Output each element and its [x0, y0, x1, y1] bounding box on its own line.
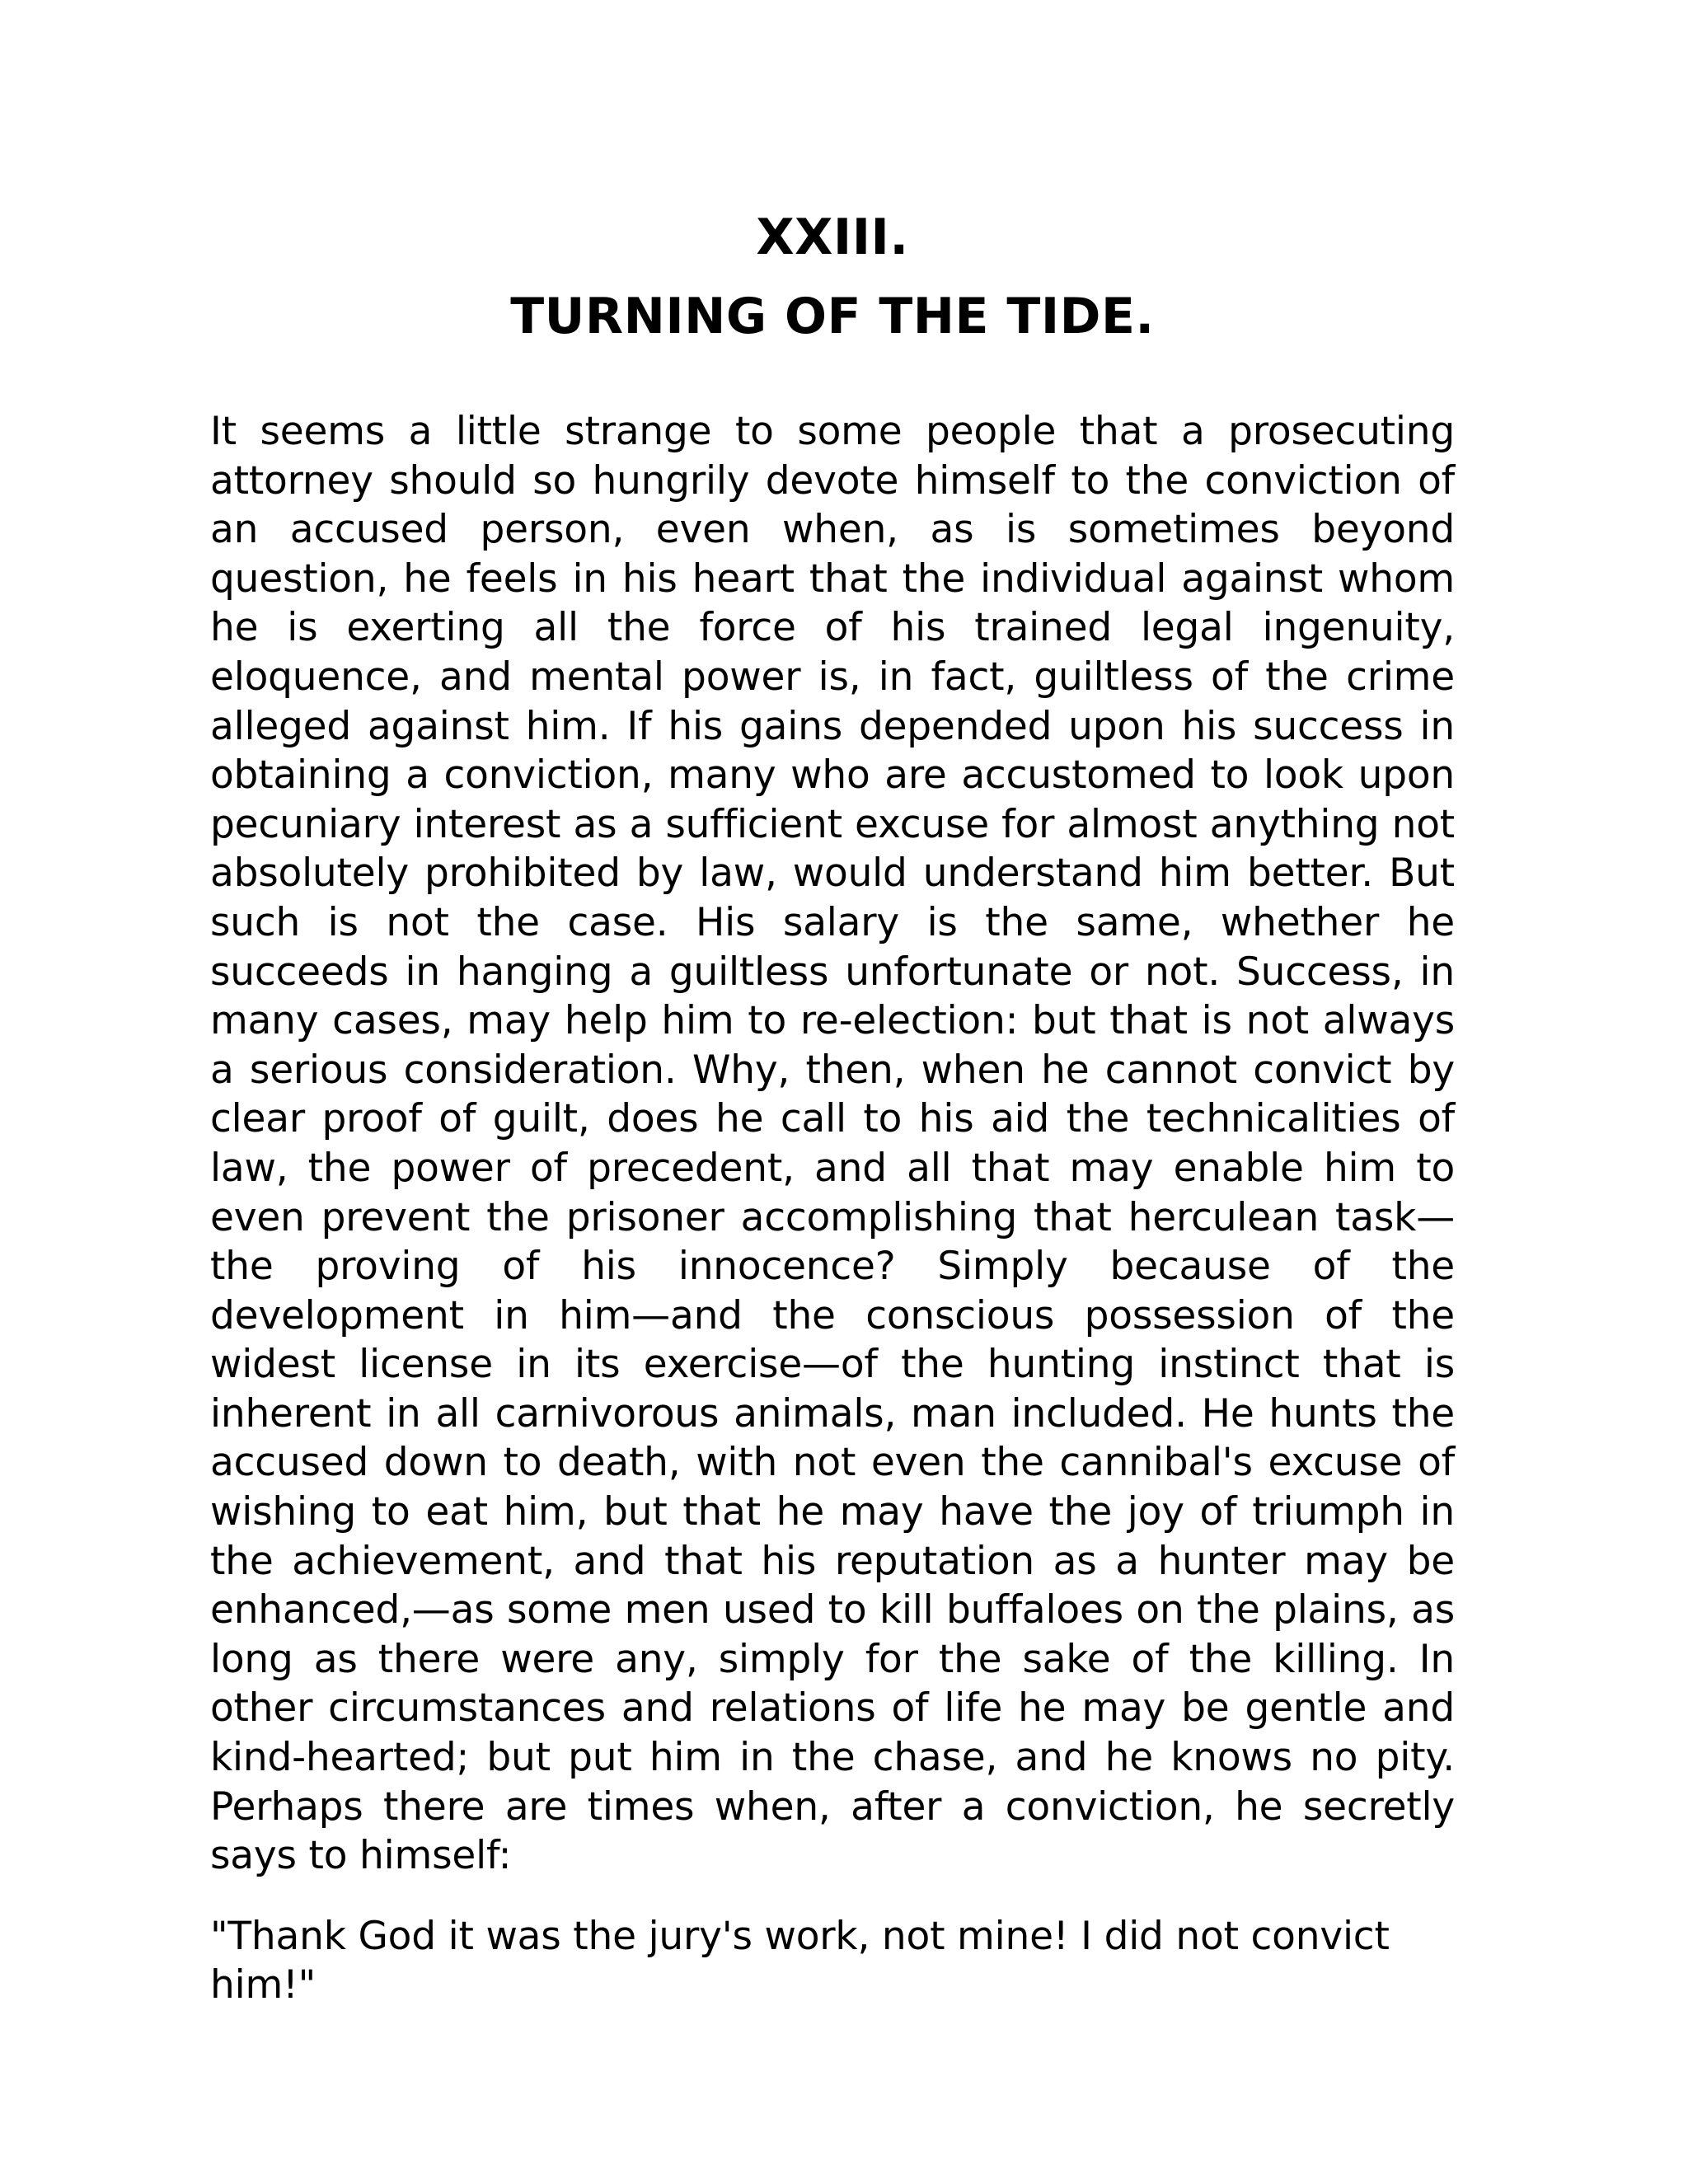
page-content: [210, 198, 1455, 2010]
chapter-number: XXIII.: [756, 209, 909, 266]
quote-paragraph: "Thank God it was the jury's work, not mine! I did not convict him!": [210, 1913, 1390, 2008]
body-paragraph: It seems a little strange to some people that a prosecuting attorney should so hungrily devote himself to the conviction of an accused person, even when, as is sometimes beyond question, he feels in his heart that the individual against whom he is exerting all the force of his trained legal ingenuity, eloquence, and mental power is, in fact, guiltless of the crime alleged against him. If his gains depended upon his success in obtaining a conviction, many who are accustomed to look upon pecuniary interest as a sufficient excuse for almost anything not absolutely prohibited by law, would understand him better. But such is not the case. His salary is the same, whether he succeeds in hanging a guiltless unfortunate or not. Success, in many cases, may help him to re-election: but that is not always a serious consideration. Why, then, when he cannot convict by clear proof of guilt, does he call to his aid the technicalities of law, the power of precedent, and all that may enable him to even prevent the prisoner accomplishing that herculean task—the proving of his innocence? Simply because of the development in him—and the conscious possession of the widest license in its exercise—of the hunting instinct that is inherent in all carnivorous animals, man included. He hunts the accused down to death, with not even the cannibal's excuse of wishing to eat him, but that he may have the joy of triumph in the achievement, and that his reputation as a hunter may be enhanced,—as some men used to kill buffaloes on the plains, as long as there were any, simply for the sake of the killing. In other circumstances and relations of life he may be gentle and kind-hearted; but put him in the chase, and he knows no pity. Perhaps there are times when, after a conviction, he secretly says to himself:: [210, 409, 1455, 1879]
chapter-title: TURNING OF THE TIDE.: [510, 288, 1155, 345]
